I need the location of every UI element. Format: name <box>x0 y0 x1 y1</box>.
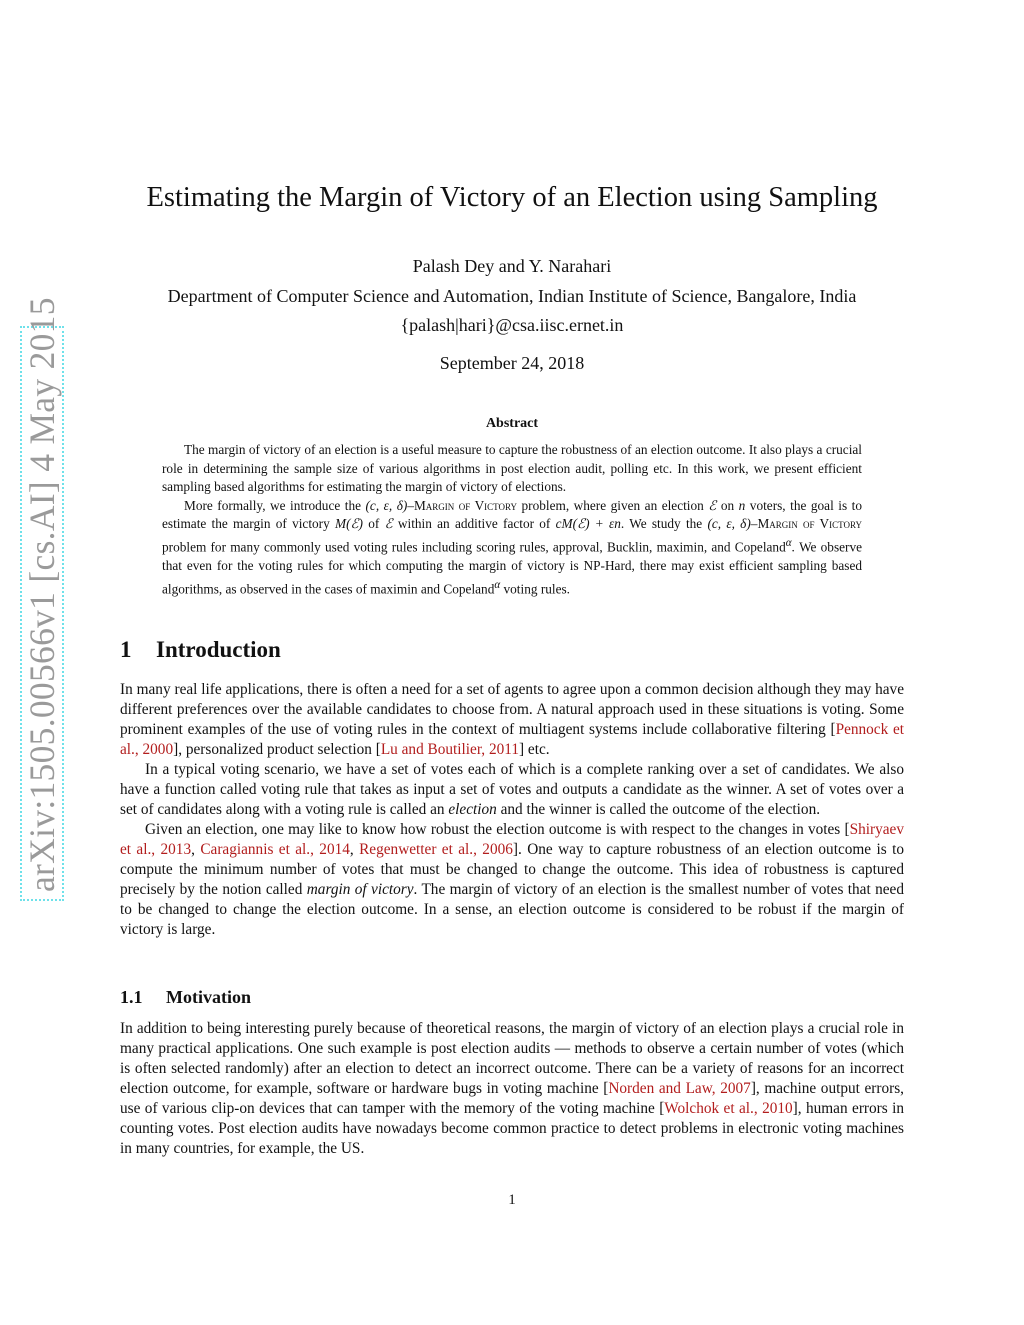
paragraph: In a typical voting scenario, we have a set of votes each of which is a complete ranking over a set of candidates. We also have a function called voting rule that takes as input a set of votes and outputs a candidate as the winner. A set of votes over a set of candidates along with a voting rule is called an election and the winner is called the outcome of the election. <box>120 761 904 818</box>
arxiv-stamp[interactable]: arXiv:1505.00566v1 [cs.AI] 4 May 2015 <box>22 297 62 892</box>
paper-date: September 24, 2018 <box>439 353 585 373</box>
citation-link[interactable]: Norden and Law, 2007 <box>608 1080 751 1097</box>
paper-title: Estimating the Margin of Victory of an Election using Sampling <box>146 182 878 213</box>
citation-link[interactable]: Wolchok et al., 2010 <box>664 1100 793 1117</box>
authors: Palash Dey and Y. Narahari <box>412 256 612 276</box>
abstract-paragraph: More formally, we introduce the (c, ε, δ)–Margin of Victory problem, where given an election ℰ on n voters, the goal is to estimate the margin of victory M(ℰ) of ℰ within an additive factor of cM(ℰ) + εn. We study the (c, ε, δ)–Margin of Victory problem for many commonly used voting rules including scoring rules, approval, Bucklin, maximin, and Copeland$^\alpha$. We observe that even for the voting rules for which computing the margin of victory is NP-Hard, there may exist efficient sampling based algorithms, as observed in the cases of maximin and Copeland$^\alpha$ voting rules. <box>162 497 862 596</box>
abstract-paragraph: The margin of victory of an election is a useful measure to capture the robustness of an election outcome. It also plays a crucial role in determining the sample size of various algorithms in post election audit, polling etc. In this work, we present efficient sampling based algorithms for estimating the margin of victory of elections. <box>162 442 862 495</box>
abstract-body <box>162 441 862 599</box>
paragraph: In many real life applications, there is often a need for a set of agents to agree upon a common decision although they may have different preferences over the available candidates to choose from. A natural approach used in these situations is voting. Some prominent examples of the use of voting rules in the context of multiagent systems include collaborative filtering [Pennock et al., 2000], personalized product selection [Lu and Boutilier, 2011] etc. <box>120 681 904 758</box>
introduction-body <box>120 680 904 940</box>
paragraph: Given an election, one may like to know how robust the election outcome is with respect to the changes in votes [Shiryaev et al., 2013, Caragiannis et al., 2014, Regenwetter et al., 2006]. One way to capture robustness of an election outcome is to compute the minimum number of votes that must be changed to change the outcome. This idea of robustness is captured precisely by the notion called margin of victory. The margin of victory of an election is the smallest number of votes that need to be changed to change the election outcome. In a sense, an election outcome is considered to be robust if the margin of victory is large. <box>120 821 904 938</box>
citation-link[interactable]: Shiryaev et al., 2013 <box>120 821 904 858</box>
section-heading-introduction: 1 Introduction <box>120 637 281 662</box>
citation-link[interactable]: Regenwetter et al., 2006 <box>359 841 513 858</box>
page-number: 1 <box>508 1192 516 1208</box>
motivation-body <box>120 1019 904 1159</box>
citation-link[interactable]: Caragiannis et al., 2014 <box>200 841 350 858</box>
paragraph: In addition to being interesting purely because of theoretical reasons, the margin of victory of an election plays a crucial role in many practical applications. One such example is post election audits — methods to observe a certain number of votes (which is often selected randomly) after an election to detect an incorrect outcome. There can be a variety of reasons for an incorrect election outcome, for example, software or hardware bugs in voting machine [Norden and Law, 2007], machine output errors, use of various clip-on devices that can tamper with the memory of the voting machine [Wolchok et al., 2010], human errors in counting votes. Post election audits have nowadays become common practice to detect problems in electronic voting machines in many countries, for example, the US. <box>120 1020 905 1157</box>
author-email: {palash|hari}@csa.iisc.ernet.in <box>400 315 624 335</box>
abstract-heading: Abstract <box>485 416 539 431</box>
citation-link[interactable]: Pennock et al., 2000 <box>120 721 904 758</box>
section-heading-motivation: 1.1 Motivation <box>120 987 251 1007</box>
affiliation: Department of Computer Science and Automation, Indian Institute of Science, Bangalore, India <box>167 286 857 306</box>
citation-link[interactable]: Lu and Boutilier, 2011 <box>380 741 519 758</box>
